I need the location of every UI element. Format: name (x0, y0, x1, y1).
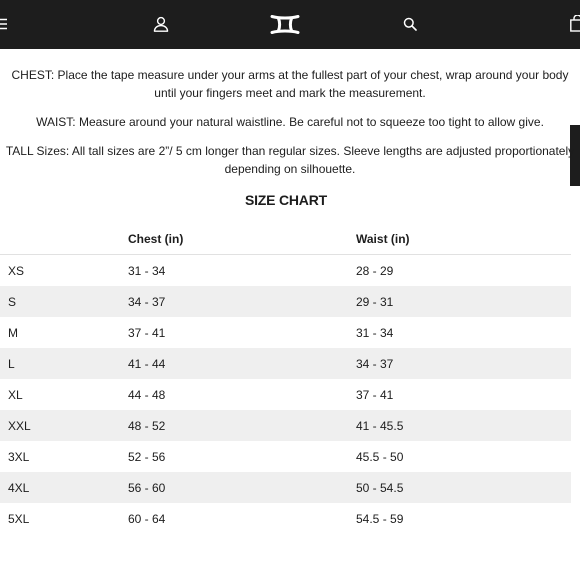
table-header-row (0, 223, 571, 255)
table-row (0, 472, 571, 503)
waist-cell: 37 - 41 (356, 387, 394, 402)
size-chart-title: SIZE CHART (244, 192, 327, 208)
size-cell: 3XL (8, 449, 30, 464)
waist-cell: 54.5 - 59 (356, 511, 404, 526)
waist-cell: 45.5 - 50 (356, 449, 404, 464)
table-row (0, 317, 571, 348)
chest-cell: 34 - 37 (128, 294, 166, 309)
waist-cell: 50 - 54.5 (356, 480, 404, 495)
table-row (0, 441, 571, 472)
size-cell: L (8, 356, 15, 371)
waist-cell: 34 - 37 (356, 356, 394, 371)
table-row (0, 503, 571, 534)
top-nav-bar (0, 0, 580, 49)
under-armour-logo-icon[interactable] (270, 15, 300, 34)
waist-cell: 29 - 31 (356, 294, 394, 309)
chest-cell: 48 - 52 (128, 418, 166, 433)
table-row (0, 286, 571, 317)
chest-cell: 44 - 48 (128, 387, 166, 402)
waist-cell: 31 - 34 (356, 325, 394, 340)
size-cell: XXL (8, 418, 31, 433)
account-icon[interactable] (153, 16, 169, 32)
chest-cell: 37 - 41 (128, 325, 166, 340)
waist-cell: 41 - 45.5 (356, 418, 404, 433)
waist-cell: 28 - 29 (356, 263, 394, 278)
chest-cell: 31 - 34 (128, 263, 166, 278)
size-cell: XS (8, 263, 25, 278)
size-cell: S (8, 294, 17, 309)
tall-sizes-note: TALL Sizes: All tall sizes are 2”/ 5 cm longer than regular sizes. Sleeve lengths are adjusted proportionately depending on silhouette. (5, 144, 575, 176)
waist-column-header: Waist (in) (356, 223, 571, 255)
size-chart-table (0, 223, 571, 534)
chest-cell: 41 - 44 (128, 356, 166, 371)
table-row (0, 410, 571, 441)
chest-column-header: Chest (in) (128, 223, 356, 255)
chest-cell: 56 - 60 (128, 480, 166, 495)
chest-cell: 60 - 64 (128, 511, 166, 526)
table-row (0, 379, 571, 410)
size-cell: 5XL (8, 511, 30, 526)
size-cell: 4XL (8, 480, 30, 495)
size-cell: XL (8, 387, 23, 402)
shopping-bag-icon[interactable] (570, 15, 580, 32)
size-cell: M (8, 325, 18, 340)
chest-cell: 52 - 56 (128, 449, 166, 464)
table-row (0, 348, 571, 379)
table-row (0, 255, 571, 287)
chest-instructions: CHEST: Place the tape measure under your arms at the fullest part of your chest, wrap around your body until your fingers meet and mark the measurement. (11, 68, 569, 100)
size-column-header (0, 223, 128, 255)
search-icon[interactable] (403, 17, 417, 31)
menu-icon[interactable] (0, 17, 8, 31)
waist-instructions: WAIST: Measure around your natural waistline. Be careful not to squeeze too tight to allow give. (36, 115, 544, 129)
